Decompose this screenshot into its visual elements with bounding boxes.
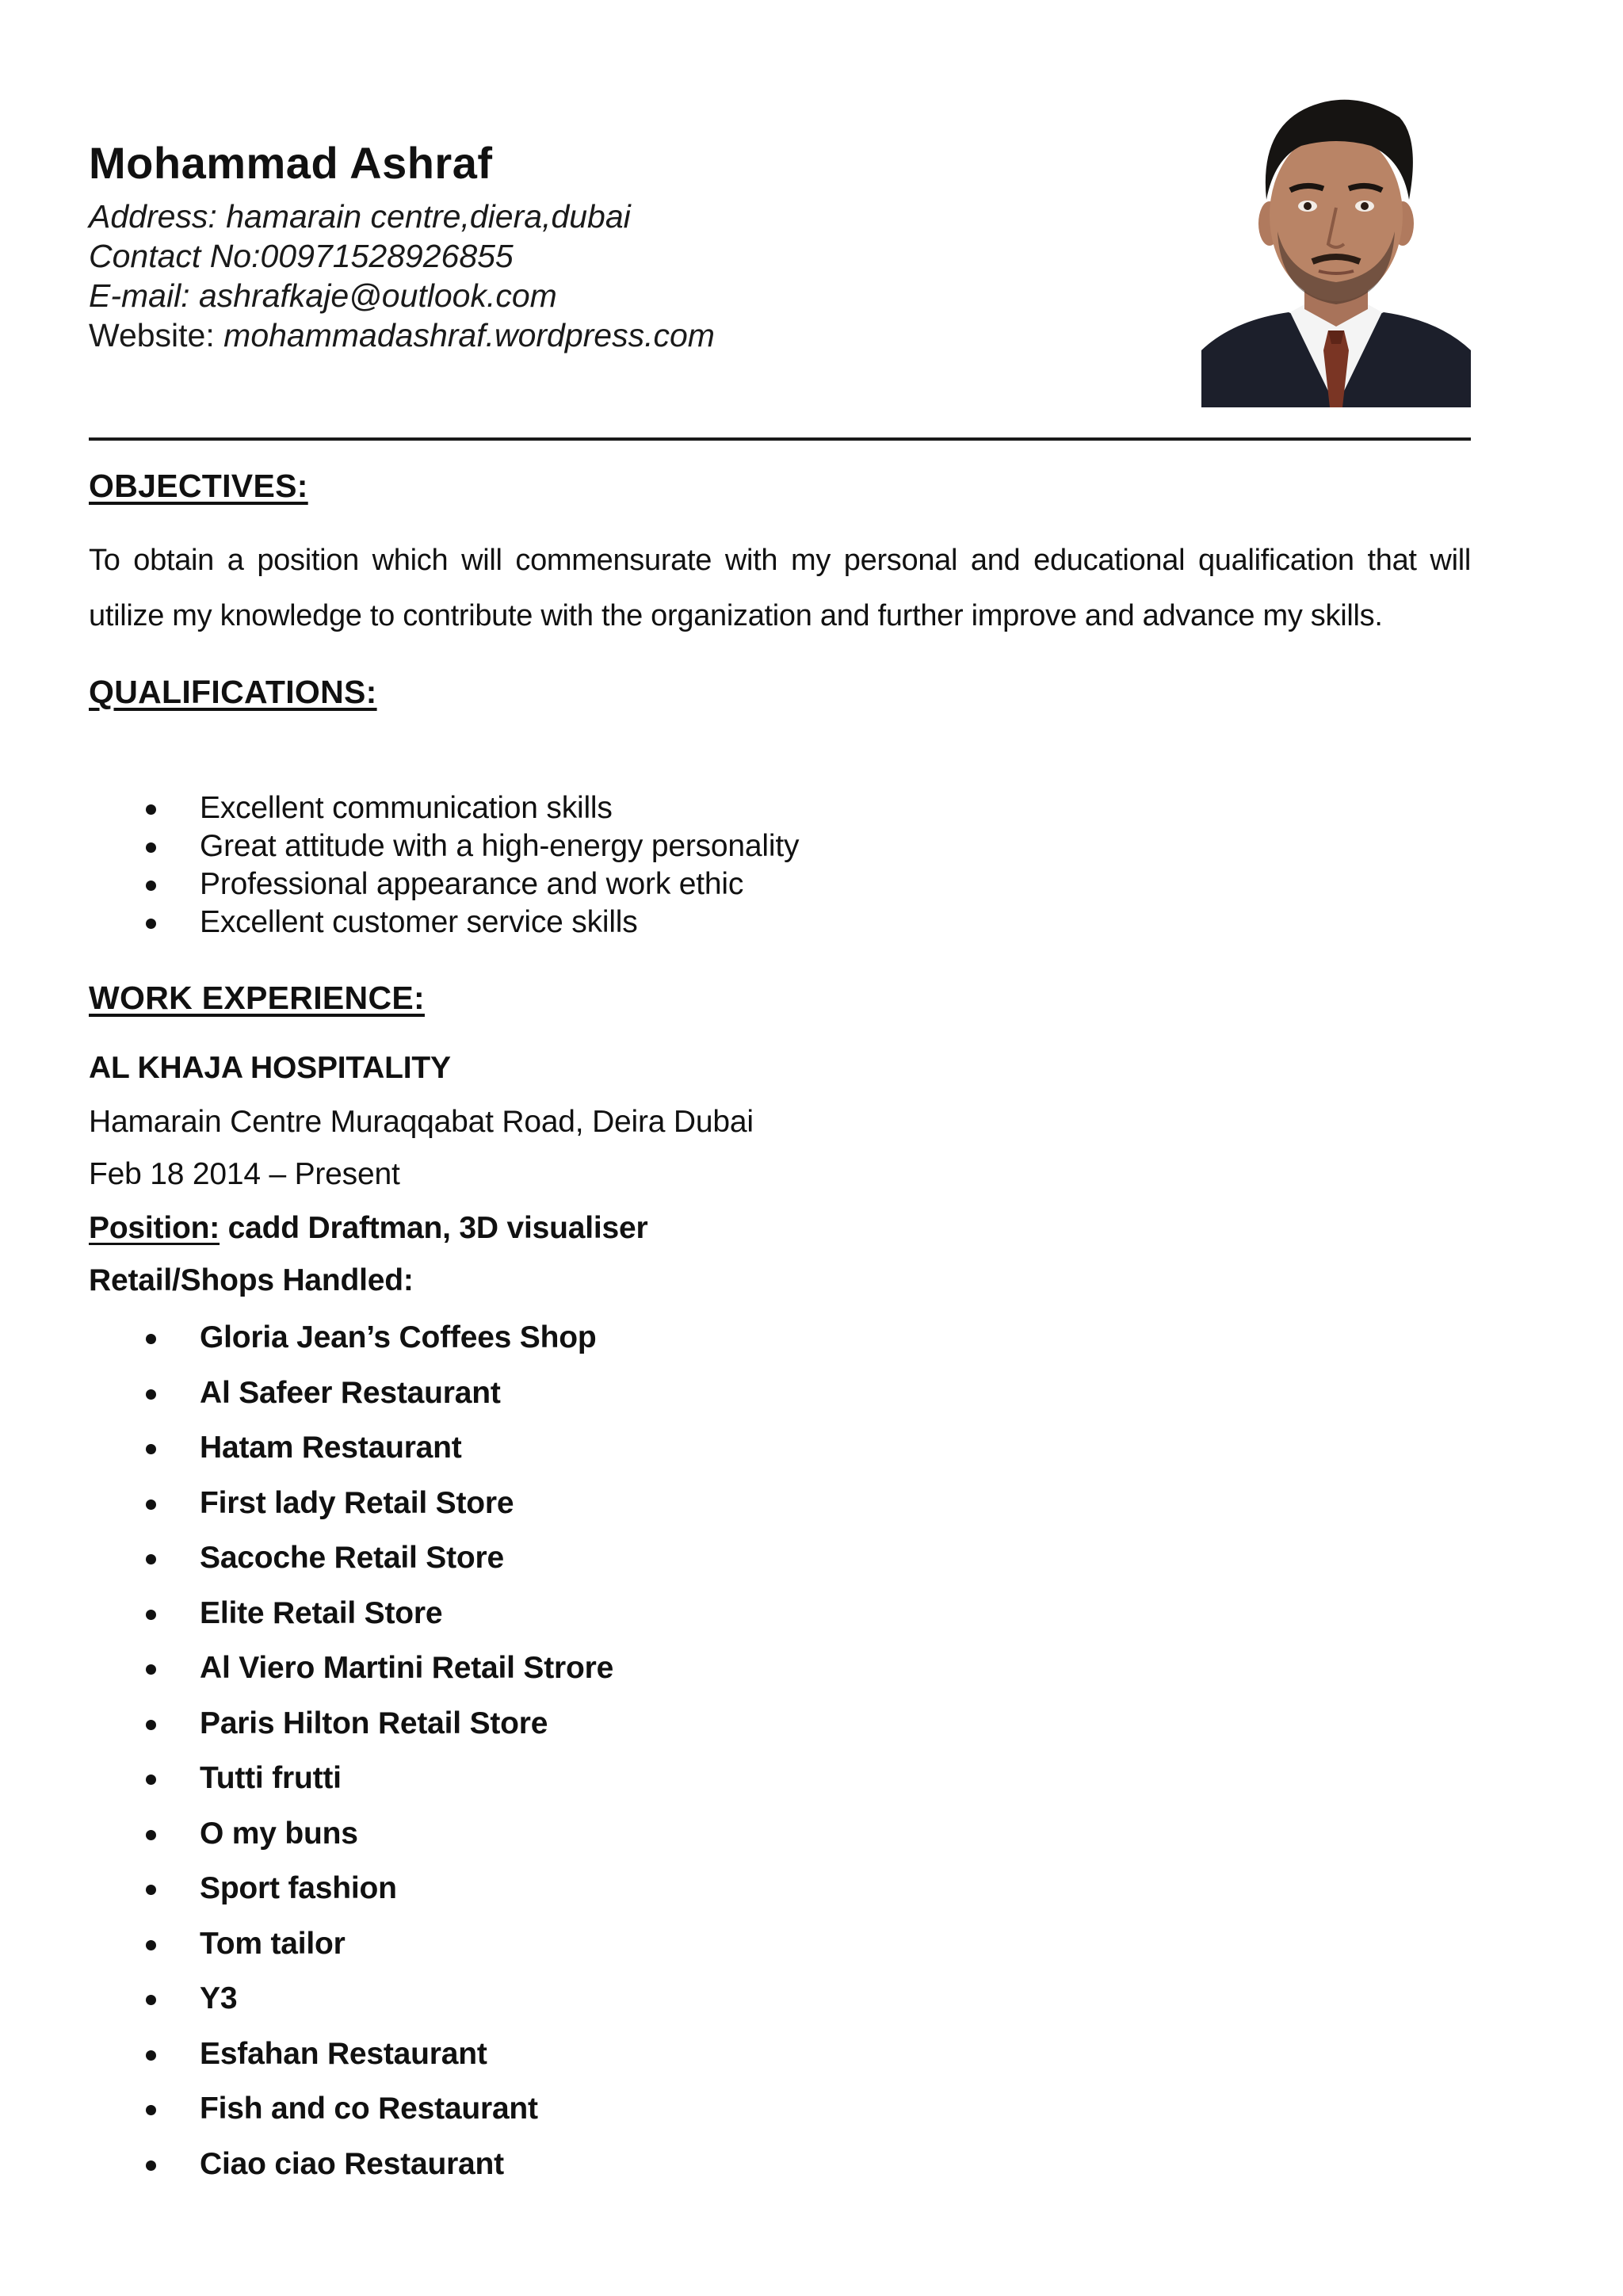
portrait-illustration: [1201, 89, 1471, 407]
list-item: O my buns: [89, 1806, 613, 1862]
objectives-heading: OBJECTIVES:: [89, 468, 308, 504]
list-item: Paris Hilton Retail Store: [89, 1696, 613, 1752]
contact-line: [89, 236, 1119, 276]
work-experience-heading: WORK EXPERIENCE:: [89, 980, 425, 1016]
shops-list: [89, 1310, 613, 2191]
list-item: Ciao ciao Restaurant: [89, 2137, 613, 2192]
header-divider: [89, 437, 1471, 441]
contact-header: [89, 138, 1119, 355]
list-item: Professional appearance and work ethic: [89, 865, 799, 904]
objective-text: To obtain a position which will commensurate with my personal and educational qualification that will utilize my knowledge to contribute with the organization and further improve and advance my skills.: [89, 544, 1471, 632]
company-location: Hamarain Centre Muraqqabat Road, Deira Dubai: [89, 1105, 754, 1139]
list-item: Excellent communication skills: [89, 789, 799, 827]
profile-photo: [1201, 89, 1471, 407]
website-label: Website:: [89, 317, 215, 353]
position-line: [89, 1211, 647, 1246]
position-label: Position:: [89, 1211, 220, 1245]
address-label: Address:: [89, 198, 217, 235]
shops-heading: Retail/Shops Handled:: [89, 1263, 414, 1297]
company-name: AL KHAJA HOSPITALITY: [89, 1051, 451, 1085]
list-item: Al Safeer Restaurant: [89, 1366, 613, 1421]
email-line: [89, 276, 1119, 315]
list-item: Esfahan Restaurant: [89, 2027, 613, 2082]
list-item: Excellent customer service skills: [89, 904, 799, 942]
contact-label: Contact No:: [89, 238, 261, 274]
website-value[interactable]: mohammadashraf.wordpress.com: [223, 317, 715, 353]
website-line: [89, 315, 1119, 355]
email-label: E-mail:: [89, 277, 190, 314]
email-value[interactable]: ashrafkaje@outlook.com: [198, 277, 557, 314]
qualifications-list: [89, 789, 799, 942]
address-value: hamarain centre,diera,dubai: [226, 198, 631, 235]
contact-value: 00971528926855: [260, 238, 514, 274]
list-item: Y3: [89, 1971, 613, 2027]
candidate-name: Mohammad Ashraf: [89, 138, 493, 188]
list-item: Hatam Restaurant: [89, 1420, 613, 1476]
list-item: Sport fashion: [89, 1861, 613, 1916]
list-item: Great attitude with a high-energy personality: [89, 827, 799, 865]
list-item: Al Viero Martini Retail Strore: [89, 1641, 613, 1696]
address-line: [89, 197, 1119, 236]
employment-dates: Feb 18 2014 – Present: [89, 1157, 400, 1191]
qualifications-heading: QUALIFICATIONS:: [89, 674, 377, 710]
list-item: Fish and co Restaurant: [89, 2081, 613, 2137]
list-item: Elite Retail Store: [89, 1586, 613, 1641]
list-item: Tutti frutti: [89, 1751, 613, 1806]
list-item: Gloria Jean’s Coffees Shop: [89, 1310, 613, 1366]
list-item: First lady Retail Store: [89, 1476, 613, 1531]
list-item: Tom tailor: [89, 1916, 613, 1972]
list-item: Sacoche Retail Store: [89, 1530, 613, 1586]
position-value: cadd Draftman, 3D visualiser: [227, 1211, 648, 1245]
